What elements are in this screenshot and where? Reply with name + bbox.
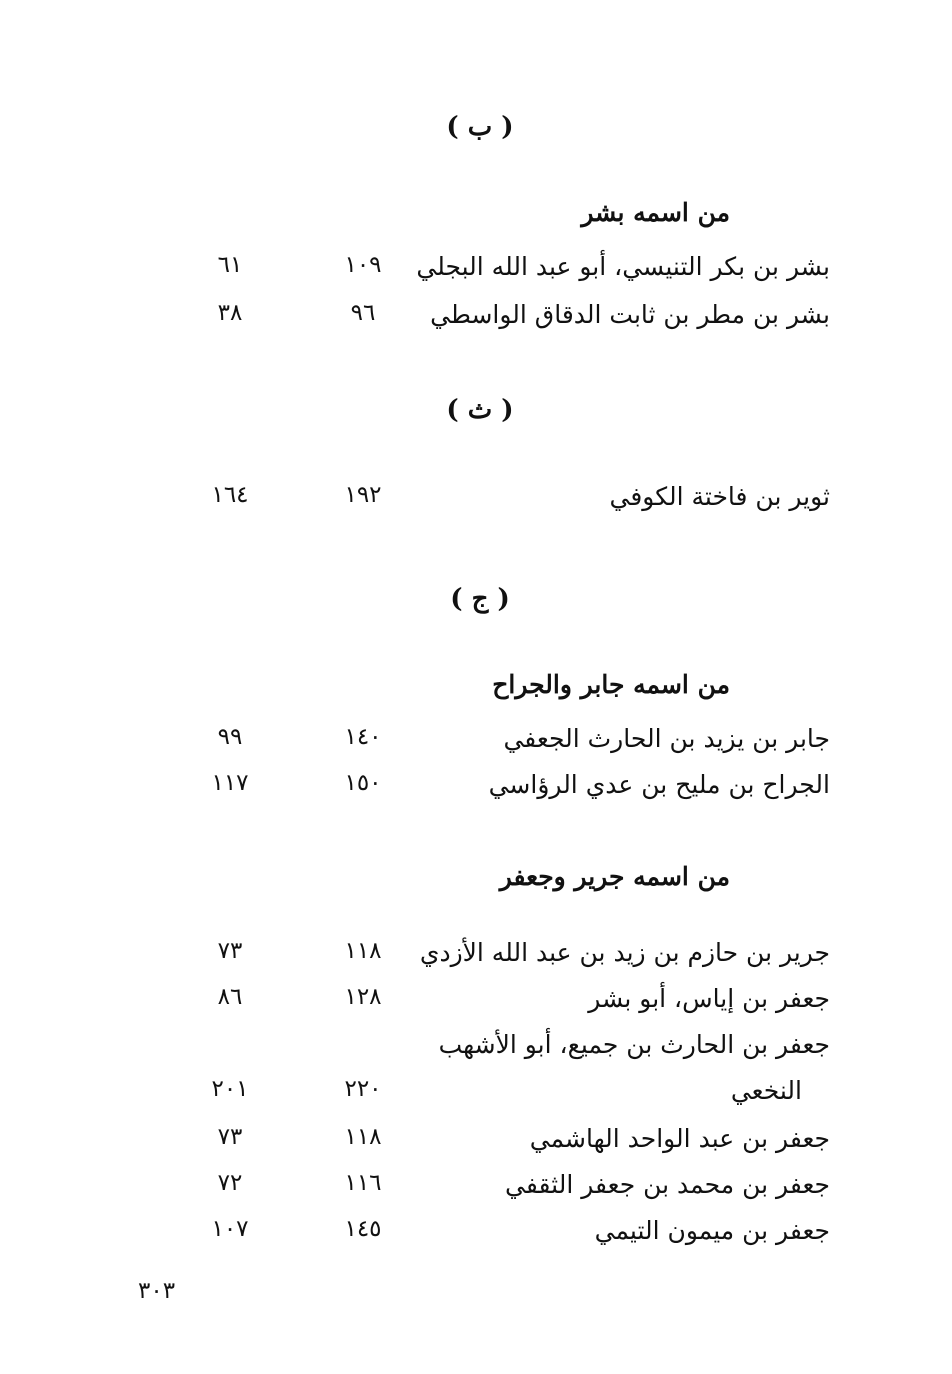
entry-number-second: ٢٠١	[211, 1076, 249, 1102]
entry-name: جعفر بن ميمون التيمي	[594, 1216, 830, 1245]
index-entry	[0, 984, 952, 1024]
entry-number-second: ٨٦	[217, 984, 243, 1010]
index-entry	[0, 1030, 952, 1070]
page-number: ٣٠٣	[138, 1278, 176, 1304]
entry-name: الجراح بن مليح بن عدي الرؤاسي	[488, 770, 830, 799]
index-entry	[0, 724, 952, 764]
index-entry	[0, 938, 952, 978]
entry-number-second: ١٠٧	[211, 1216, 249, 1242]
index-entry	[0, 300, 952, 340]
entry-name: جعفر بن إياس، أبو بشر	[588, 984, 830, 1013]
entry-name: النخعي	[730, 1076, 802, 1105]
index-entry	[0, 1216, 952, 1256]
entry-number-second: ٧٢	[217, 1170, 243, 1196]
entry-number-first: ١١٨	[344, 938, 382, 964]
entry-number-first: ١١٨	[344, 1124, 382, 1150]
entry-number-second: ٣٨	[217, 300, 243, 326]
index-entry	[0, 1170, 952, 1210]
subheading-jarir-jafar: من اسمه جرير وجعفر	[499, 862, 730, 891]
index-entry	[0, 770, 952, 810]
subheading-bishr: من اسمه بشر	[581, 198, 730, 227]
entry-name: جابر بن يزيد بن الحارث الجعفي	[503, 724, 830, 753]
section-letter-ba: ( ب )	[446, 112, 514, 142]
entry-number-second: ٧٣	[217, 938, 243, 964]
entry-name: بشر بن بكر التنيسي، أبو عبد الله البجلي	[416, 252, 830, 281]
entry-number-first: ١٤٠	[344, 724, 382, 750]
entry-number-second: ١٦٤	[211, 482, 249, 508]
entry-number-first: ١٥٠	[344, 770, 382, 796]
section-letter-jim: ( ج )	[450, 584, 510, 614]
entry-number-first: ١٠٩	[344, 252, 382, 278]
entry-number-second: ٦١	[217, 252, 243, 278]
entry-number-first: ٢٢٠	[344, 1076, 382, 1102]
section-letter-tha: ( ث )	[446, 395, 514, 425]
entry-number-first: ١٤٥	[344, 1216, 382, 1242]
entry-name: بشر بن مطر بن ثابت الدقاق الواسطي	[430, 300, 830, 329]
subheading-jabir-jarrah: من اسمه جابر والجراح	[492, 670, 730, 699]
entry-name: جعفر بن عبد الواحد الهاشمي	[529, 1124, 830, 1153]
entry-number-second: ٩٩	[217, 724, 243, 750]
entry-name: جرير بن حازم بن زيد بن عبد الله الأزدي	[419, 938, 830, 967]
entry-name: جعفر بن الحارث بن جميع، أبو الأشهب	[438, 1030, 830, 1059]
entry-number-second: ١١٧	[211, 770, 249, 796]
entry-number-first: ١٩٢	[344, 482, 382, 508]
index-entry-continuation	[0, 1076, 952, 1116]
entry-number-first: ٩٦	[350, 300, 376, 326]
entry-name: جعفر بن محمد بن جعفر الثقفي	[505, 1170, 830, 1199]
entry-number-first: ١٢٨	[344, 984, 382, 1010]
index-entry	[0, 1124, 952, 1164]
entry-number-second: ٧٣	[217, 1124, 243, 1150]
entry-name: ثوير بن فاختة الكوفي	[609, 482, 830, 511]
index-entry	[0, 252, 952, 292]
index-entry	[0, 482, 952, 522]
entry-number-first: ١١٦	[344, 1170, 382, 1196]
